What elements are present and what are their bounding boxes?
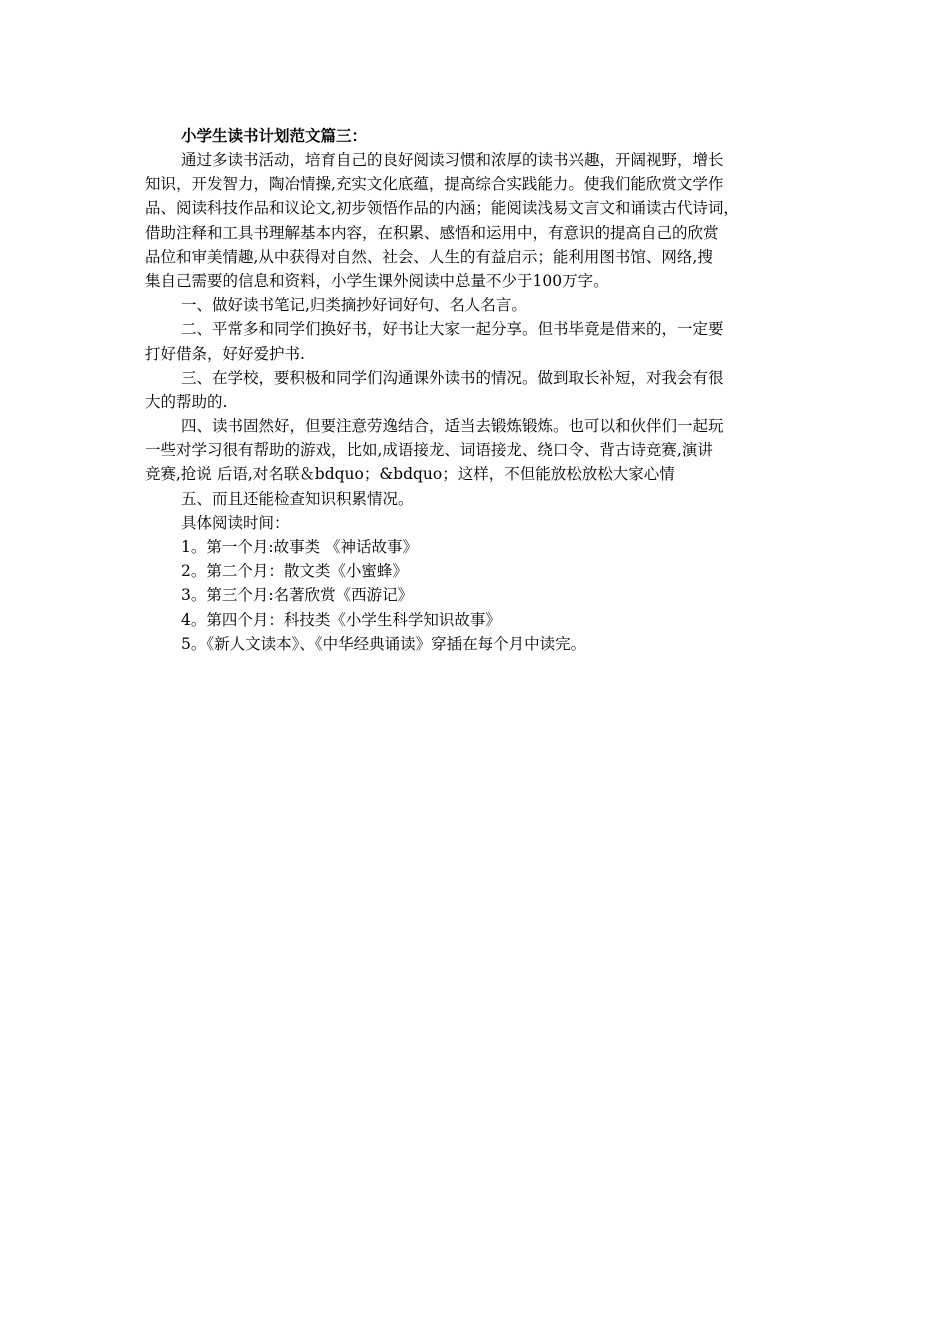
plan-item-5: 五、而且还能检查知识积累情况。 [181, 489, 414, 508]
intro-line: 知识，开发智力，陶冶情操,充实文化底蕴，提高综合实践能力。使我们能欣赏文学作 [145, 175, 724, 194]
document-body [145, 124, 810, 656]
schedule-heading: 具体阅读时间： [181, 513, 290, 532]
schedule-item: 2。第二个月：散文类《小蜜蜂》 [181, 562, 408, 581]
plan-item-4 [145, 414, 810, 487]
intro-line: 品、阅读科技作品和议论文,初步领悟作品的内涵；能阅读浅易文言文和诵读古代诗词， [145, 199, 739, 218]
schedule-list [145, 535, 810, 656]
intro-paragraph [145, 148, 810, 293]
plan-item-4-line: 四、读书固然好，但要注意劳逸结合，适当去锻炼锻炼。也可以和伙伴们一起玩 [181, 417, 724, 436]
intro-line: 集自己需要的信息和资料，小学生课外阅读中总量不少于100万字。 [145, 271, 609, 290]
schedule-item: 3。第三个月:名著欣赏《西游记》 [181, 586, 414, 605]
plan-item-2-line: 打好借条，好好爱护书. [145, 344, 305, 363]
document-title: 小学生读书计划范文篇三： [181, 127, 368, 145]
intro-line: 借助注释和工具书理解基本内容，在积累、感悟和运用中，有意识的提高自己的欣赏 [145, 223, 719, 242]
plan-item-3-line: 三、在学校，要积极和同学们沟通课外读书的情况。做到取长补短，对我会有很 [181, 368, 724, 387]
schedule-item: 1。第一个月:故事类 《神话故事》 [181, 538, 419, 556]
plan-item-1: 一、做好读书笔记,归类摘抄好词好句、名人名言。 [181, 296, 527, 315]
plan-item-4-line: 竞赛,抢说 后语,对名联＆bdquo；&bdquo；这样，不但能放松放松大家心情 [145, 465, 675, 484]
intro-line: 品位和审美情趣,从中获得对自然、社会、人生的有益启示；能利用图书馆、网络,搜 [145, 247, 713, 266]
intro-line: 通过多读书活动，培育自己的良好阅读习惯和浓厚的读书兴趣，开阔视野，增长 [181, 151, 724, 169]
plan-item-2 [145, 317, 810, 365]
schedule-item: 5。《新人文读本》、《中华经典诵读》穿插在每个月中读完。 [181, 634, 587, 653]
schedule-item: 4。第四个月：科技类《小学生科学知识故事》 [181, 610, 501, 629]
plan-item-3-line: 大的帮助的. [145, 392, 228, 411]
plan-item-4-line: 一些对学习很有帮助的游戏，比如,成语接龙、词语接龙、绕口令、背古诗竞赛,演讲 [145, 441, 713, 460]
plan-item-2-line: 二、平常多和同学们换好书，好书让大家一起分享。但书毕竟是借来的，一定要 [181, 320, 724, 339]
plan-item-3 [145, 366, 810, 414]
